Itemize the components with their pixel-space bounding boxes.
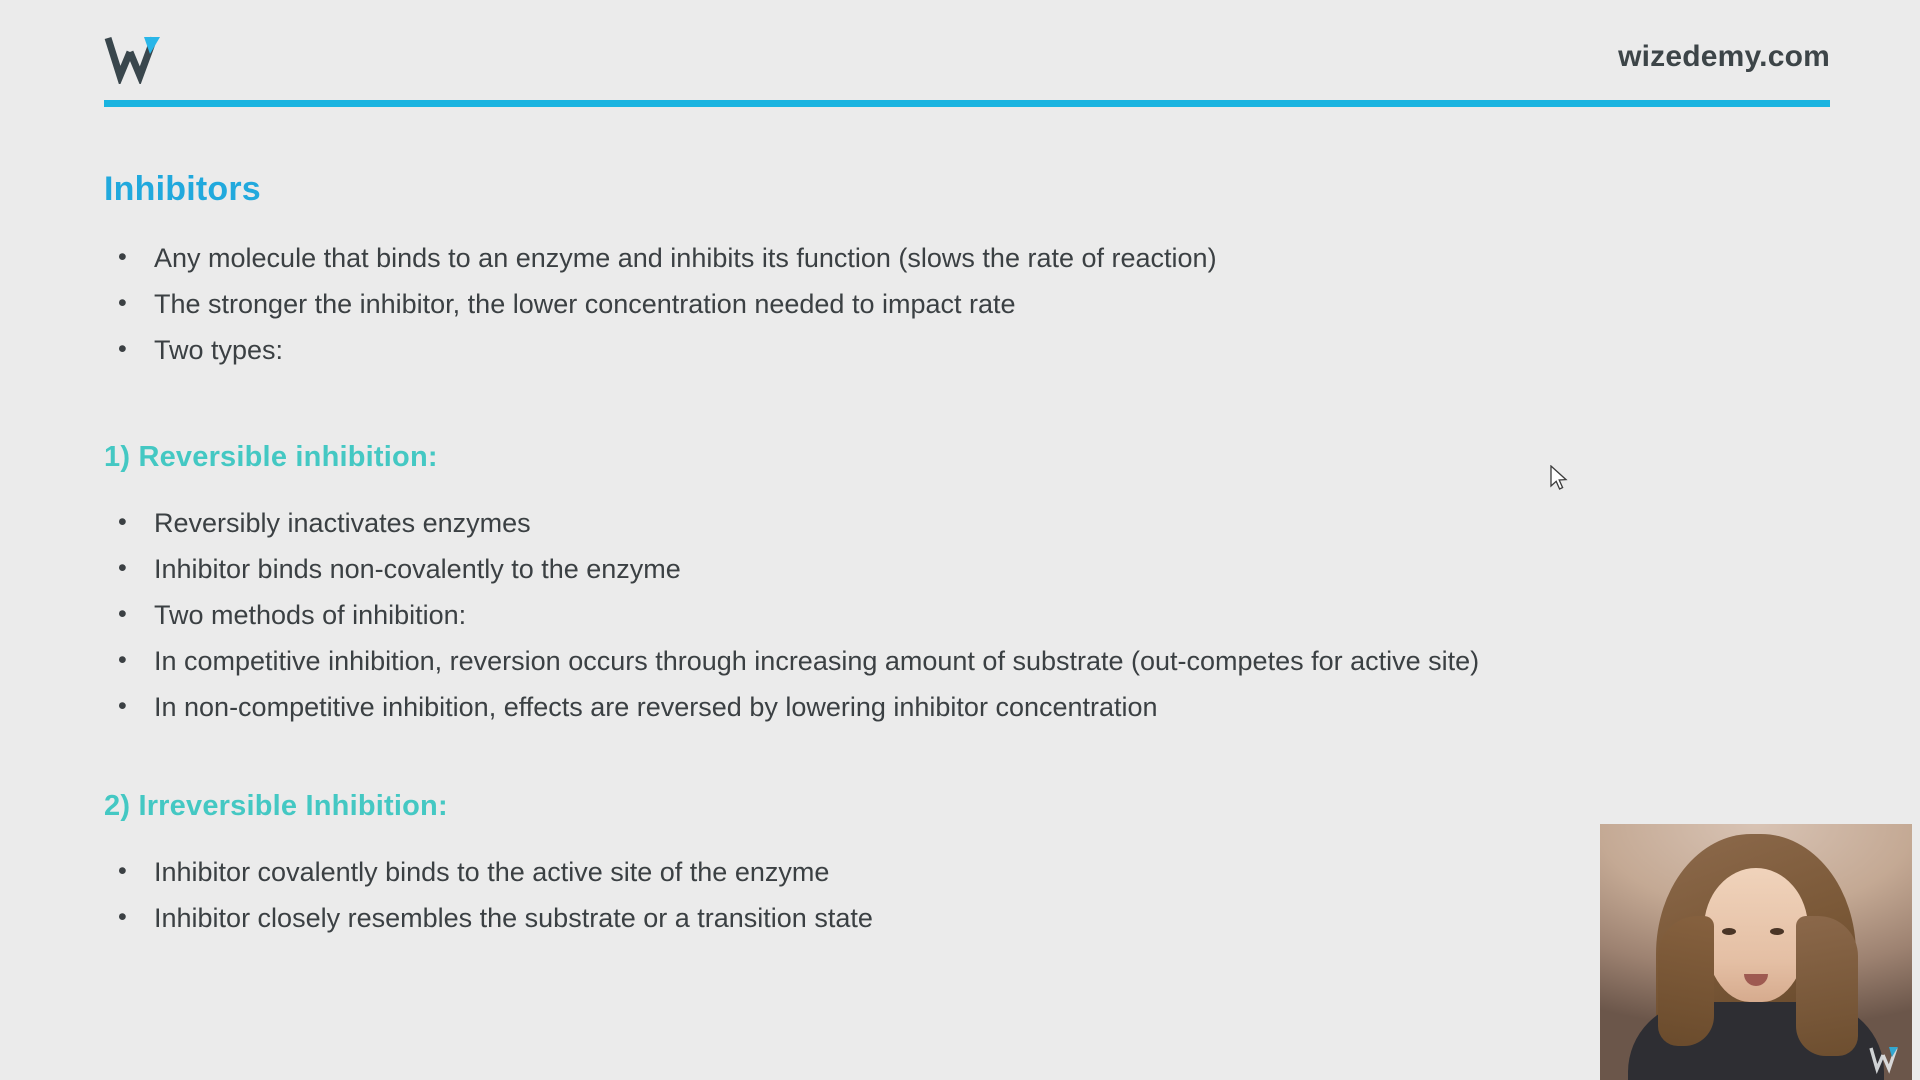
presenter-eye-right <box>1770 928 1784 935</box>
list-item: • Inhibitor covalently binds to the active site of the enzyme <box>104 849 1844 895</box>
list-item: • Two methods of inhibition: <box>104 592 1844 638</box>
presenter-hair-strand-left <box>1658 916 1714 1046</box>
subsection-title-reversible: 1) Reversible inhibition: <box>104 441 438 473</box>
intro-bullet-list <box>104 235 1844 373</box>
list-item: • The stronger the inhibitor, the lower concentration needed to impact rate <box>104 281 1844 327</box>
list-item: • Inhibitor closely resembles the substrate or a transition state <box>104 895 1844 941</box>
slide-header <box>104 20 1830 102</box>
list-item: • Two types: <box>104 327 1844 373</box>
reversible-bullet-list <box>104 500 1844 730</box>
irreversible-bullet-list <box>104 849 1844 941</box>
list-item: • Inhibitor binds non-covalently to the enzyme <box>104 546 1844 592</box>
list-item: • Any molecule that binds to an enzyme and inhibits its function (slows the rate of reaction) <box>104 235 1844 281</box>
header-divider <box>104 100 1830 107</box>
wizedemy-w-logo-icon <box>104 34 174 84</box>
presenter-hair-strand-right <box>1796 916 1858 1056</box>
spacer <box>104 373 1844 441</box>
list-item: • In competitive inhibition, reversion occurs through increasing amount of substrate (out-competes for active site) <box>104 638 1844 684</box>
slide-content <box>104 170 1844 941</box>
presenter-eye-left <box>1722 928 1736 935</box>
list-item: • Reversibly inactivates enzymes <box>104 500 1844 546</box>
mouse-pointer-icon <box>1549 465 1569 493</box>
spacer <box>104 730 1844 790</box>
subsection-title-irreversible: 2) Irreversible Inhibition: <box>104 790 448 822</box>
presenter-video-inset[interactable] <box>1600 824 1912 1080</box>
wizedemy-w-watermark-icon <box>1868 1044 1902 1074</box>
brand-url-text: wizedemy.com <box>1618 40 1830 73</box>
list-item: • In non-competitive inhibition, effects are reversed by lowering inhibitor concentration <box>104 684 1844 730</box>
page-title: Inhibitors <box>104 170 261 208</box>
